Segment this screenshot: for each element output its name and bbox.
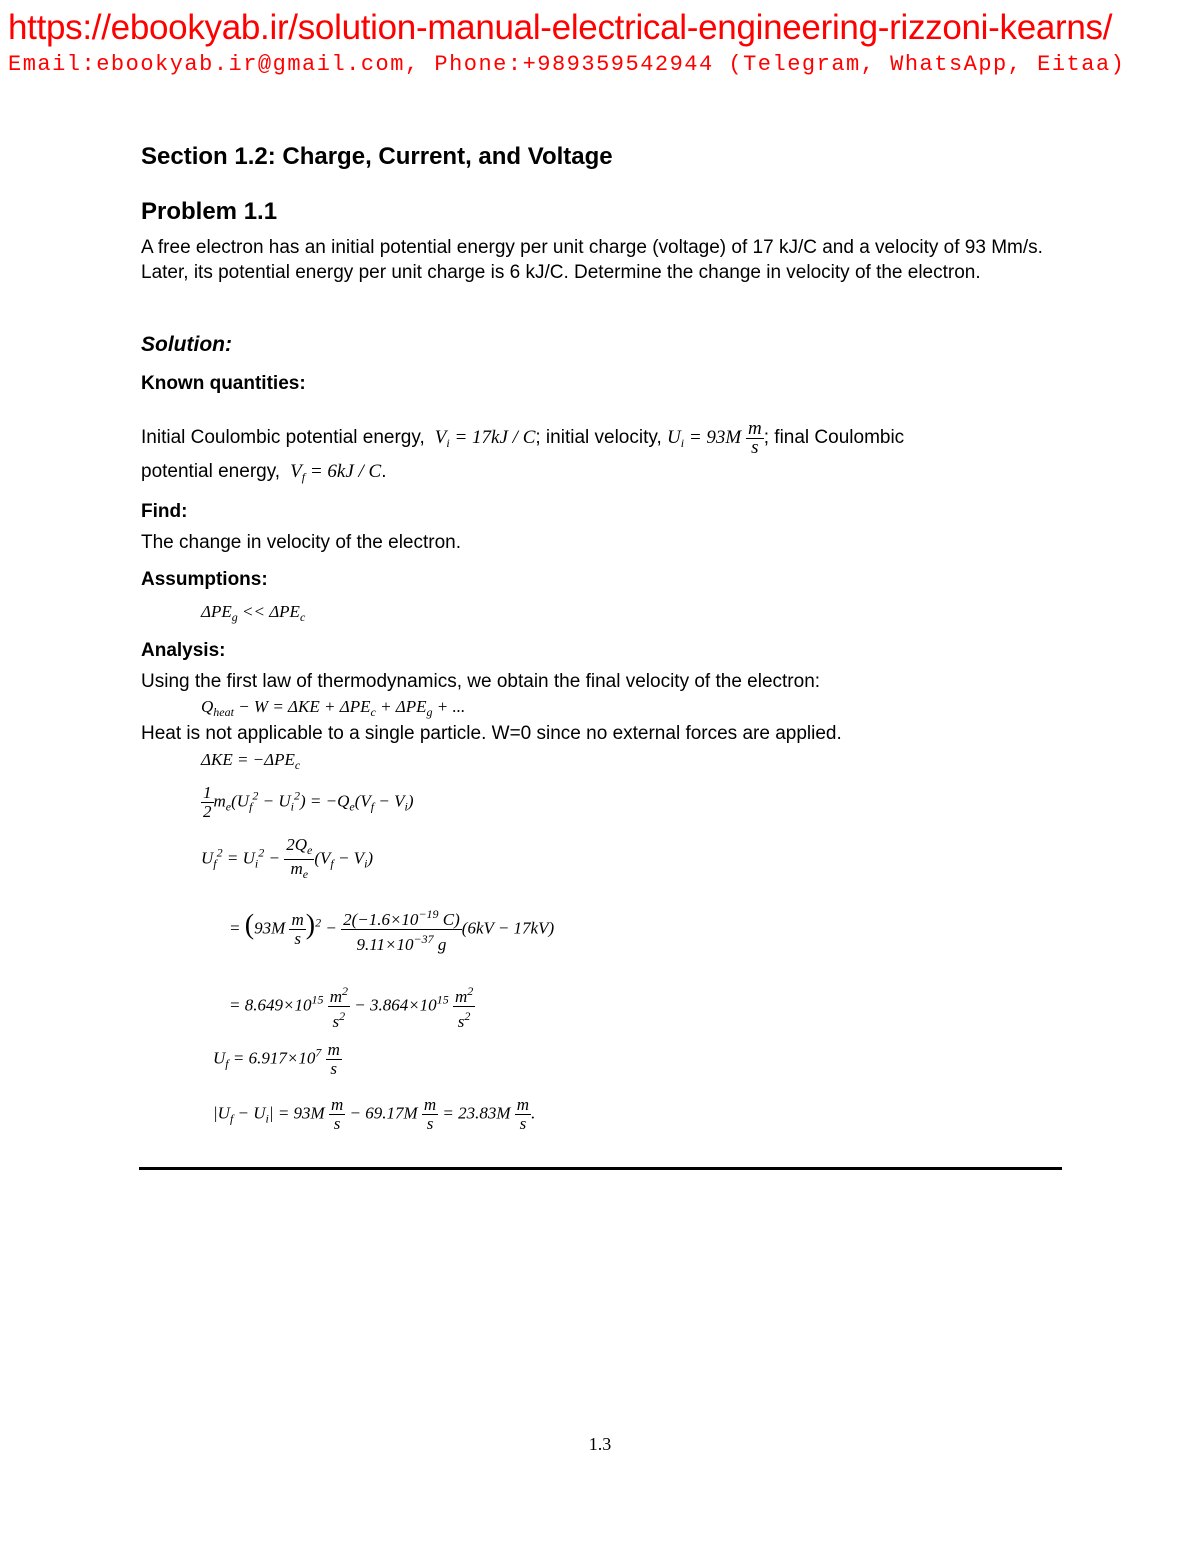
section-title: Section 1.2: Charge, Current, and Voltage — [141, 143, 613, 170]
fraction-m-over-s: $\frac{m}{s}$ — [516, 1095, 530, 1133]
known-text-2: ; initial velocity, — [535, 426, 662, 448]
analysis-label: Analysis: — [141, 640, 226, 661]
problem-title: Problem 1.1 — [141, 198, 278, 225]
horizontal-rule — [139, 1167, 1062, 1170]
fraction-charge-over-mass: $\frac{2(-1.6\times 10^{-19} C)}{9.11\times 10^{-37} g}$ — [343, 907, 460, 954]
fraction-m-over-s: $\frac{m}{s}$ — [748, 418, 762, 458]
eq-assumption: $\Delta PE_g << \Delta PE_c$ — [201, 602, 306, 624]
page-number: 1.3 — [588, 1434, 612, 1454]
known-text-1: Initial Coulombic potential energy, — [141, 426, 425, 448]
fraction-m-over-s: $\frac{m}{s}$ — [423, 1095, 437, 1133]
fraction-m2-over-s2: $\frac{m^2}{s^2}$ — [329, 984, 348, 1031]
known-quantities-line-1 — [141, 420, 904, 457]
eq-first-law: $Q_{heat} - W = \Delta KE + \Delta PE_c + \Delta PE_g$ + ... — [201, 697, 466, 719]
eq-energy-balance: $\frac{1}{2}$ $m_e(U_f^2 - U_i^2) = -Q_e(V_f - V_i)$ — [203, 783, 414, 821]
eq-initial-voltage: $V_i = 17kJ / C$ — [430, 426, 536, 450]
eq-numeric-substitution: = (93M $\frac{m}{s}$ )$^2$ − $\frac{2(-1.6\times 10^{-19} C)}{9.11\times 10^{-37} g}$ (6kV − 17kV) — [229, 907, 555, 954]
header-contact-info: Email:ebookyab.ir@gmail.com, Phone:+989359542944 (Telegram, WhatsApp, Eitaa) — [8, 52, 1126, 77]
assumptions-label: Assumptions: — [141, 569, 268, 590]
fraction-m-over-s: $\frac{m}{s}$ — [291, 910, 304, 948]
eq-final-velocity-squared: $U_f^2 = U_i^2$ − $\frac{2Q_e}{m_e}$ $(V_f - V_i)$ — [201, 835, 374, 881]
header-url-link[interactable]: https://ebookyab.ir/solution-manual-electrical-engineering-rizzoni-kearns/ — [8, 8, 1113, 47]
fraction-m2-over-s2: $\frac{m^2}{s^2}$ — [454, 984, 474, 1031]
eq-ke-equals-minus-pe: $\Delta KE = -\Delta PE_c$ — [201, 750, 301, 772]
analysis-text-2: Heat is not applicable to a single particle. W=0 since no external forces are applied. — [141, 723, 842, 744]
fraction-m-over-s: $\frac{m}{s}$ — [327, 1040, 340, 1078]
known-quantities-label: Known quantities: — [141, 373, 306, 394]
fraction-2qe-over-me: $\frac{2Q_e}{m_e}$ — [286, 835, 313, 881]
fraction-m-over-s: $\frac{m}{s}$ — [330, 1095, 344, 1133]
eq-initial-velocity: $U_i = 93M$ $\frac{m}{s}$ — [667, 418, 762, 458]
analysis-text-1: Using the first law of thermodynamics, we obtain the final velocity of the electron: — [141, 671, 821, 692]
fraction-one-half: $\frac{1}{2}$ — [203, 783, 212, 821]
find-label: Find: — [141, 501, 188, 522]
find-text: The change in velocity of the electron. — [141, 532, 462, 553]
solution-label: Solution: — [141, 333, 232, 356]
known-text-4: potential energy, — [141, 461, 281, 482]
eq-final-velocity: $U_f = 6.917\times 10^7$ $\frac{m}{s}$ — [213, 1040, 340, 1078]
eq-numeric-result: = $8.649\times 10^{15}$ $\frac{m^2}{s^2}$ − $3.864\times 10^{15}$ $\frac{m^2}{s^2}$ — [229, 984, 474, 1031]
known-text-5: . — [381, 461, 387, 482]
problem-statement: A free electron has an initial potential energy per unit charge (voltage) of 17 kJ/C and a velocity of 93 Mm/s. Later, its potential energy per unit charge is 6 kJ/C. Determine the change in velocity of the electron. — [141, 237, 1043, 283]
eq-final-voltage: $V_f = 6kJ / C$ — [285, 461, 382, 484]
eq-velocity-change: $|U_f - U_i| = 93M$ $\frac{m}{s}$ − 69.17M $\frac{m}{s}$ = 23.83M $\frac{m}{s}$ . — [213, 1095, 536, 1133]
known-text-3: ; final Coulombic — [763, 426, 905, 448]
known-quantities-line-2 — [141, 461, 386, 485]
